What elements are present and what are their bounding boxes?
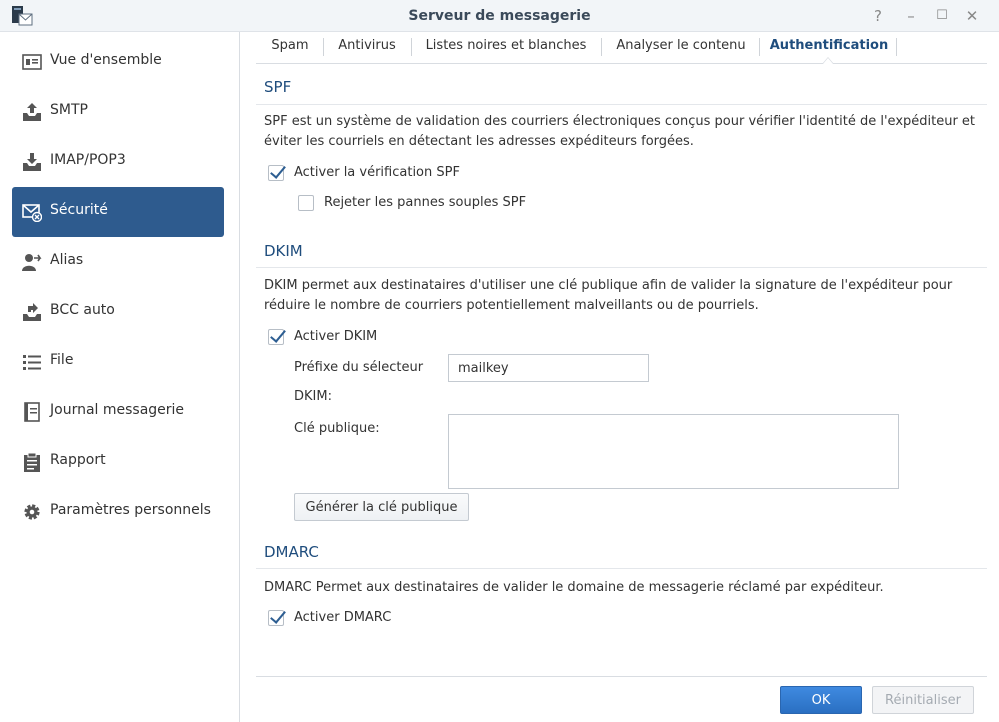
dkim-enable-checkbox[interactable] xyxy=(268,329,284,345)
dkim-section-title: DKIM xyxy=(264,242,303,260)
generate-public-key-button[interactable]: Générer la clé publique xyxy=(294,493,469,521)
spf-section-title: SPF xyxy=(264,78,292,96)
tab-divider xyxy=(411,38,412,56)
ok-button[interactable]: OK xyxy=(780,686,862,714)
dkim-selector-input[interactable] xyxy=(448,354,649,382)
sidebar-item-imap-pop3[interactable] xyxy=(12,137,224,187)
dmarc-divider xyxy=(256,568,987,569)
journal-icon xyxy=(22,402,42,422)
sidebar-item-label: Vue d'ensemble xyxy=(50,52,162,68)
sidebar-item-bcc-auto[interactable] xyxy=(12,287,224,337)
dkim-description: DKIM permet aux destinataires d'utiliser une clé publique afin de valider la signature de l'expéditeur pour réduire le nombre de courriers potentiellement malveillants ou de pourriels. xyxy=(264,278,953,313)
alias-user-icon xyxy=(22,252,42,272)
sidebar-item-label: IMAP/POP3 xyxy=(50,152,126,168)
tab-authentication[interactable]: Authentification xyxy=(769,38,889,53)
upload-tray-icon xyxy=(22,102,42,122)
queue-list-icon xyxy=(22,352,42,372)
dkim-selector-label: Préfixe du sélecteur xyxy=(294,360,424,375)
gear-icon xyxy=(22,502,42,522)
window-title: Serveur de messagerie xyxy=(408,8,591,24)
sidebar-item-smtp[interactable] xyxy=(12,87,224,137)
sidebar-item-label: Sécurité xyxy=(50,202,108,218)
tab-blacklists-whitelists[interactable]: Listes noires et blanches xyxy=(425,38,587,53)
report-clipboard-icon xyxy=(22,452,42,472)
sidebar-item-security[interactable] xyxy=(12,187,224,237)
bcc-icon xyxy=(22,302,42,322)
close-button[interactable]: ✕ xyxy=(965,7,979,25)
sidebar-item-label: SMTP xyxy=(50,102,88,118)
dmarc-section-title: DMARC xyxy=(264,543,319,561)
help-button[interactable]: ? xyxy=(874,7,882,25)
footer-divider xyxy=(256,676,987,677)
mail-security-icon xyxy=(22,202,42,222)
sidebar-item-mail-log[interactable] xyxy=(12,387,224,437)
spf-divider xyxy=(256,104,987,105)
sidebar-item-personal-settings[interactable] xyxy=(12,487,224,537)
spf-enable-checkbox[interactable] xyxy=(268,165,284,181)
sidebar-item-report[interactable] xyxy=(12,437,224,487)
sidebar-item-label: Journal messagerie xyxy=(50,402,185,418)
tab-spam[interactable]: Spam xyxy=(271,38,309,53)
spf-reject-softfail-checkbox[interactable] xyxy=(298,195,314,211)
sidebar-item-alias[interactable] xyxy=(12,237,224,287)
dkim-divider xyxy=(256,267,987,268)
sidebar-item-overview[interactable] xyxy=(12,37,224,87)
public-key-textarea[interactable] xyxy=(448,414,899,489)
sidebar-item-label: Paramètres personnels xyxy=(50,502,211,518)
tab-content-analysis[interactable]: Analyser le contenu xyxy=(616,38,746,53)
active-tab-indicator-inner xyxy=(823,58,833,64)
sidebar-item-label: Rapport xyxy=(50,452,106,468)
tab-divider xyxy=(323,38,324,56)
reset-button[interactable]: Réinitialiser xyxy=(872,686,974,714)
dkim-enable-label[interactable]: Activer DKIM xyxy=(294,329,378,344)
dkim-selector-label-line2: DKIM: xyxy=(294,389,332,404)
sidebar-item-file[interactable] xyxy=(12,337,224,387)
sidebar xyxy=(0,32,240,722)
sidebar-item-label: BCC auto xyxy=(50,302,115,318)
spf-description: SPF est un système de validation des courriers électroniques conçus pour vérifier l'identité de l'expéditeur et éviter les courriels en détectant les adresses expéditeurs forgées. xyxy=(264,114,976,149)
tab-bar xyxy=(256,32,987,64)
minimize-button[interactable]: – xyxy=(907,7,915,25)
tab-antivirus[interactable]: Antivirus xyxy=(338,38,396,53)
title-bar xyxy=(0,0,999,32)
spf-reject-softfail-label[interactable]: Rejeter les pannes souples SPF xyxy=(324,195,527,210)
tab-divider xyxy=(896,38,897,56)
dmarc-description: DMARC Permet aux destinataires de valider le domaine de messagerie réclamé par expéditeur. xyxy=(264,580,884,595)
sidebar-item-label: File xyxy=(50,352,74,368)
dmarc-enable-checkbox[interactable] xyxy=(268,610,284,626)
dmarc-enable-label[interactable]: Activer DMARC xyxy=(294,610,392,625)
maximize-button[interactable]: ☐ xyxy=(936,8,948,23)
public-key-label: Clé publique: xyxy=(294,421,380,436)
overview-icon xyxy=(22,52,42,72)
tab-divider xyxy=(759,38,760,56)
download-tray-icon xyxy=(22,152,42,172)
spf-enable-label[interactable]: Activer la vérification SPF xyxy=(294,165,460,180)
sidebar-item-label: Alias xyxy=(50,252,84,268)
tab-divider xyxy=(601,38,602,56)
